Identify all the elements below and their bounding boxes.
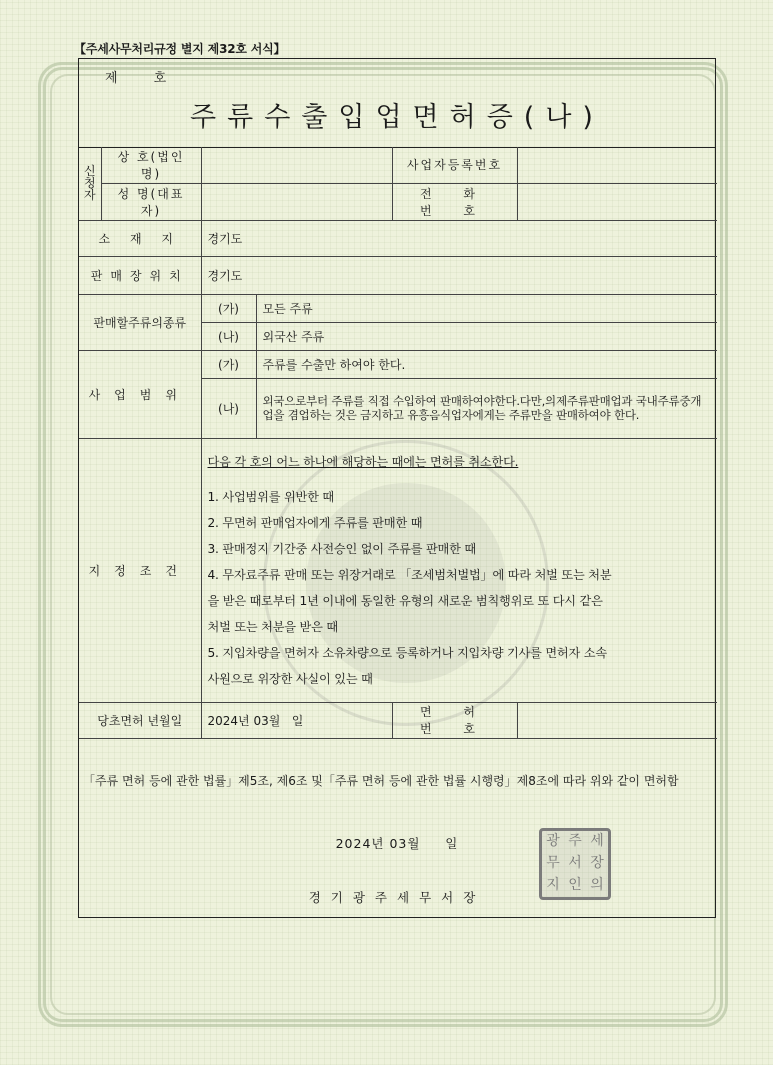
title-area [79,59,715,148]
conditions-label: 지정조건 [79,438,201,702]
official-seal: 광 주 세 무 서 장 지 인 의 [539,828,611,900]
condition-item-continued: 사원으로 위장한 사실이 있는 때 [207,671,373,686]
initial-license-date-value: 2024년 03월 일 [201,702,392,738]
phone-value [517,183,717,220]
address-value: 경기도 [201,220,717,256]
page-title: 주류수출입업면허증(나) [190,102,604,133]
issuer-name: 경기광주세무서장 [308,890,486,905]
scope-tag: (가) [201,350,256,378]
representative-value [201,183,392,220]
biz-reg-value [517,147,717,183]
cert-no-suffix: 호 [153,71,169,86]
liquor-type-text: 외국산 주류 [256,322,717,350]
representative-label: 성 명(대표자) [101,183,201,220]
conditions-intro: 다음 각 호의 어느 하나에 해당하는 때에는 면허를 취소한다. [207,454,519,469]
scope-text: 주류를 수출만 하여야 한다. [256,350,717,378]
business-scope-label: 사업범위 [79,350,201,438]
conditions-content [201,438,717,702]
condition-item-continued: 처벌 또는 처분을 받은 때 [207,619,338,634]
liquor-type-tag: (가) [201,294,256,322]
cert-no-prefix: 제 [105,71,120,86]
legal-basis-section [79,762,715,919]
license-table [79,147,717,739]
scope-text: 외국으로부터 주류를 직접 수입하여 판매하여야한다.다만,의제주류판매업과 국내주류중개업을 겸업하는 것은 금지하고 유흥음식업자에게는 주류만을 판매하여야 한다. [256,378,717,438]
applicant-group-label: 신청자 [79,147,101,220]
certificate-number [105,67,168,86]
condition-item-continued: 을 받은 때로부터 1년 이내에 동일한 유형의 새로운 범칙행위로 또 다시 같은 [207,593,603,608]
license-number-value [517,702,717,738]
legal-basis-text: 「주류 면허 등에 관한 법률」제5조, 제6조 및「주류 면허 등에 관한 법률 시행령」제8조에 따라 위와 같이 면허함 [83,774,679,788]
condition-item: 2. 무면허 판매업자에게 주류를 판매한 때 [207,515,423,530]
address-label: 소 재 지 [79,220,201,256]
condition-item: 4. 무자료주류 판매 또는 위장거래로 「조세범처벌법」에 따라 처벌 또는 처분 [207,567,612,582]
phone-label: 전 화 번 호 [392,183,517,220]
liquor-type-tag: (나) [201,322,256,350]
store-location-value: 경기도 [201,256,717,294]
scope-tag: (나) [201,378,256,438]
initial-license-date-label: 당초면허 년월일 [79,702,201,738]
license-document [78,58,716,918]
trade-name-value [201,147,392,183]
form-reference: 【주세사무처리규정 별지 제32호 서식】 [74,42,286,56]
license-number-label: 면 허 번 호 [392,702,517,738]
trade-name-label: 상 호(법인명) [101,147,201,183]
condition-item: 1. 사업범위를 위반한 때 [207,489,334,504]
biz-reg-label: 사업자등록번호 [392,147,517,183]
liquor-types-label: 판매할주류의종류 [79,294,201,350]
condition-item: 5. 지입차량을 면허자 소유차량으로 등록하거나 지입차량 기사를 면허자 소속 [207,645,607,660]
liquor-type-text: 모든 주류 [256,294,717,322]
issue-date: 2024년 03월 일 [335,836,459,851]
condition-item: 3. 판매정지 기간중 사전승인 없이 주류를 판매한 때 [207,541,476,556]
store-location-label: 판매장위치 [79,256,201,294]
